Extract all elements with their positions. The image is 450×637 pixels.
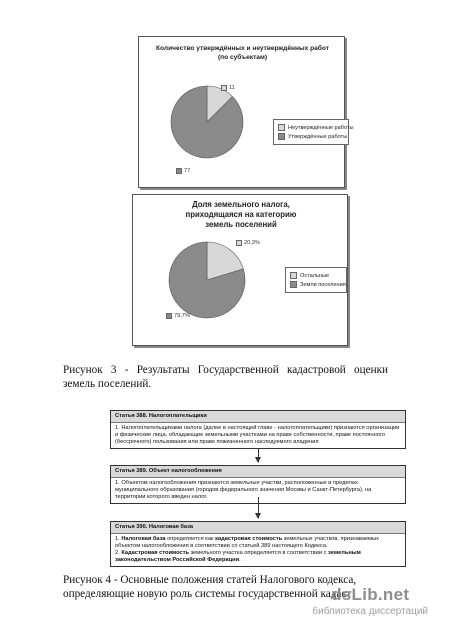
flow-box-article-390	[110, 521, 406, 567]
chart-2-title: Доля земельного налога, приходящаяся на категорию земель поселений	[185, 200, 297, 229]
legend-label: Утверждённые работы	[288, 133, 348, 140]
text-run: земельных участков, признаваемых объектом налогообложения в соответствии со статьей 389 настоящего Кодекса.	[115, 536, 379, 549]
flow-box-heading: Статья 389. Объект налогообложения	[111, 466, 405, 478]
text-run-bold: кадастровая стоимость	[215, 536, 283, 542]
flow-box-article-388	[110, 410, 406, 449]
chart-2-pie	[169, 242, 245, 318]
chart-1-legend-item-0	[278, 123, 354, 132]
flow-arrow	[258, 497, 259, 518]
chart-2-label-1-swatch	[166, 313, 172, 319]
figure-3-caption: Рисунок 3 - Результаты Государственной кадастровой оценки земель поселений.	[63, 364, 388, 390]
chart-2-label-0-text: 20,3%	[244, 240, 260, 246]
legend-swatch	[278, 133, 285, 140]
text-run-bold: Налоговая база	[121, 536, 166, 542]
flow-box-text: 1. Объектом налогообложения признаются земельные участки, расположенные в пределах муниципального образования (городов федерального значения Москвы и Санкт-Петербурга), на территории которого введен налог.	[115, 480, 372, 500]
chart-2-legend-item-0	[290, 271, 342, 280]
text-run-bold: Кадастровая стоимость	[121, 550, 190, 556]
chart-2-label-0	[236, 240, 260, 246]
chart-1-label-0	[221, 85, 235, 91]
legend-label: Земли поселения	[300, 281, 346, 288]
text-run: 2.	[115, 550, 122, 556]
flow-box-text: 1. Налогоплательщиками налога (далее в настоящей главе - налогоплательщики) признаются организации и физические лица, обладающие земельными участками на праве собственности, праве постоянного (бессрочного) пользования или праве пожизненного наследуемого владения	[115, 425, 400, 445]
legend-swatch	[290, 272, 297, 279]
watermark-subtitle: библиотека диссертаций	[312, 606, 428, 617]
chart-2-legend-item-1	[290, 280, 346, 289]
text-run: 1.	[115, 536, 122, 542]
chart-1-label-1-swatch	[176, 168, 182, 174]
flow-box-paragraph-1	[115, 536, 401, 550]
chart-1-legend-item-1	[278, 132, 348, 141]
text-run: .	[239, 557, 241, 563]
chart-2-legend	[285, 267, 347, 293]
chart-1-pie	[171, 86, 243, 158]
chart-1-label-1-text: 77	[184, 168, 191, 174]
chart-1-title: Количество утверждённых и неутверждённых работ (по субъектам)	[156, 45, 329, 61]
flow-box-paragraph-2	[115, 550, 401, 564]
legend-swatch	[290, 281, 297, 288]
figure-4-caption: Рисунок 4 - Основные положения статей Налогового кодекса, определяющие новую роль системы государственной кадаст	[63, 574, 357, 600]
chart-2-frame	[132, 194, 348, 346]
chart-1-legend	[273, 119, 354, 145]
flow-box-heading: Статья 388. Налогоплательщики	[111, 411, 405, 423]
chart-2-label-1	[166, 313, 190, 319]
text-run-bold: земельным законодательством Российской Федерации	[115, 550, 361, 563]
chart-1-slice-1	[171, 86, 243, 158]
flow-box-heading: Статья 390. Налоговая база	[111, 522, 405, 534]
watermark-brand: dsLib.net	[331, 585, 410, 604]
chart-1-label-1	[176, 168, 190, 174]
text-run: земельного участка определяется в соответствии с	[189, 550, 329, 556]
watermark	[312, 585, 428, 617]
text-run: определяется как	[165, 536, 216, 542]
chart-1-plot	[139, 37, 344, 187]
chart-1-label-0-text: 11	[229, 85, 235, 91]
chart-2-label-1-text: 79,7%	[174, 313, 190, 319]
chart-1-frame	[138, 36, 354, 188]
chart-1-label-0-swatch	[221, 85, 227, 91]
legend-swatch	[278, 124, 285, 131]
chart-2-label-0-swatch	[236, 240, 242, 246]
flow-arrow	[258, 448, 259, 462]
legend-label: Остальные	[300, 272, 330, 279]
legend-label: Неутверждённые работы	[288, 124, 354, 131]
